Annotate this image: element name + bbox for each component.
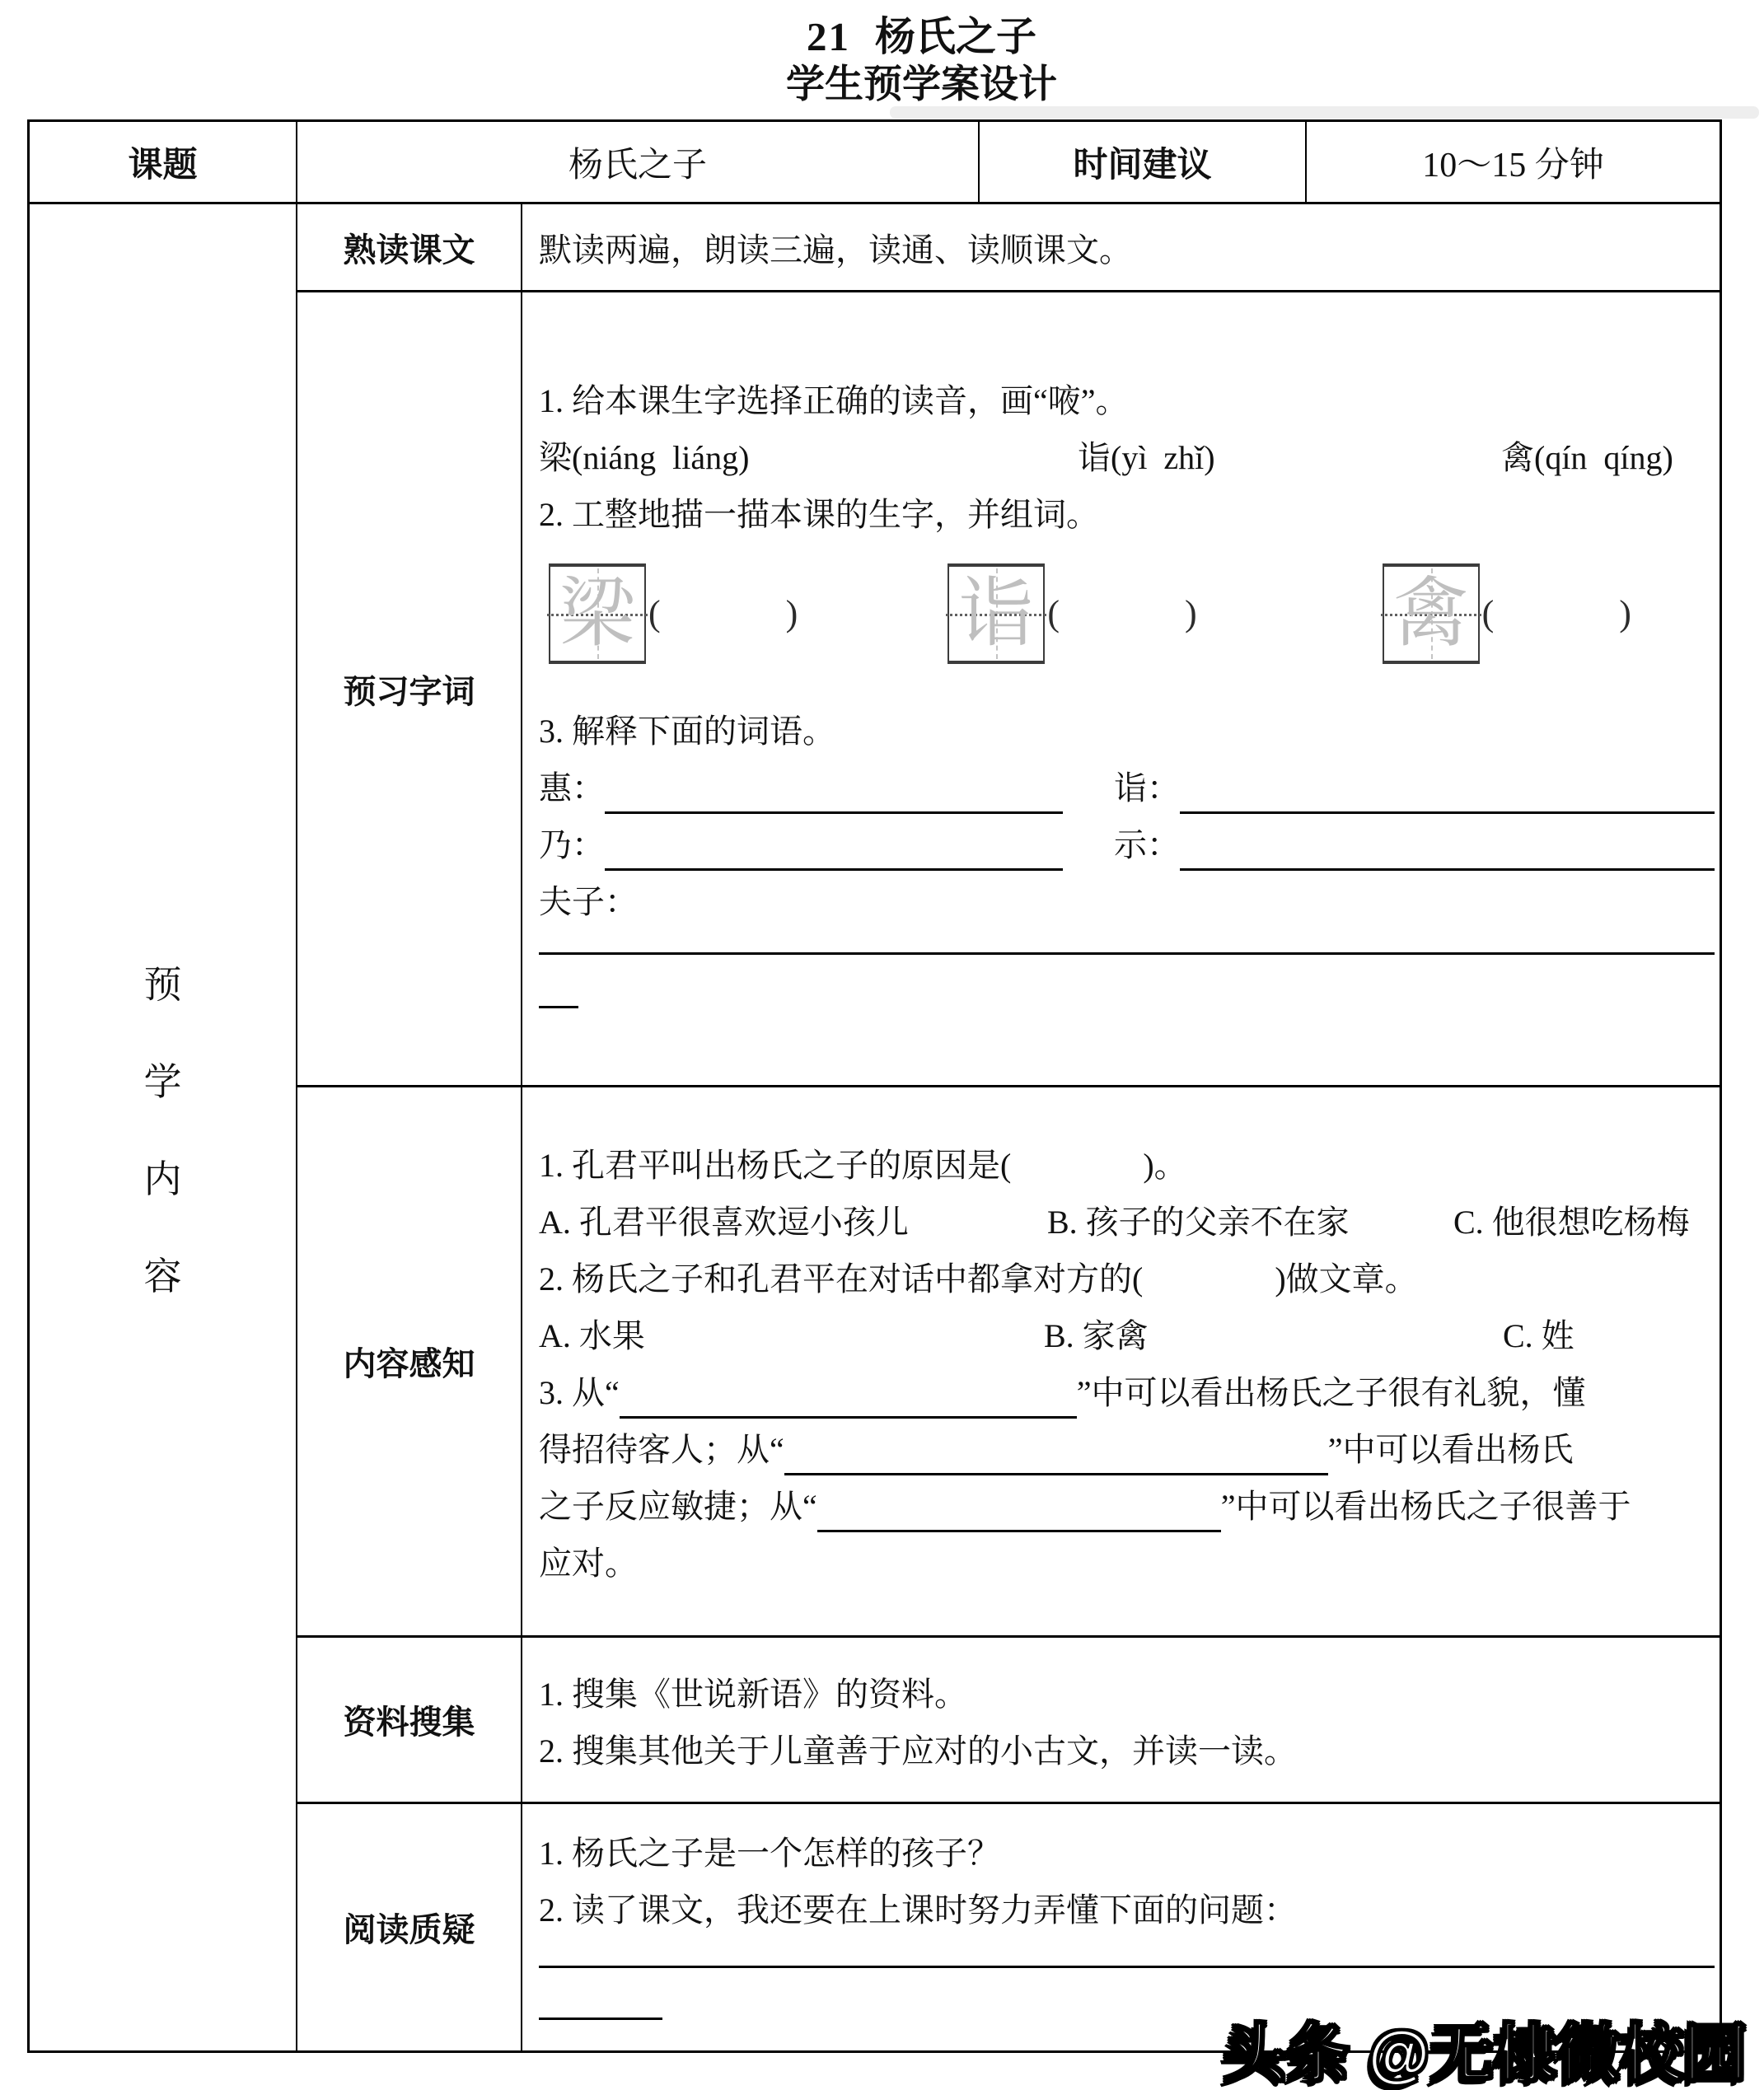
text-line: 1. 搜集《世说新语》的资料。 xyxy=(539,1675,967,1713)
trace-group xyxy=(1383,563,1631,664)
section-label-read: 熟读课文 xyxy=(297,204,522,292)
trace-group xyxy=(948,563,1196,664)
paren-open: ( xyxy=(1481,593,1495,634)
text-line: 3. 解释下面的词语。 xyxy=(539,712,835,750)
answer-blank xyxy=(539,952,1715,955)
answer-blank xyxy=(1180,833,1715,871)
topic-label: 课题 xyxy=(30,122,297,202)
trace-char: 梁 xyxy=(559,571,635,656)
paren-close: ) xyxy=(1184,593,1197,634)
worksheet-table xyxy=(27,119,1722,2053)
section-content-words xyxy=(522,292,1720,1087)
scan-artifact xyxy=(890,106,1759,119)
choice-option: A. 孔君平很喜欢逗小孩儿 xyxy=(539,1203,909,1241)
topic-value: 杨氏之子 xyxy=(297,122,980,202)
word-label: 乃： xyxy=(539,825,605,863)
trace-box xyxy=(1383,563,1480,664)
fill-line: 3. 从“ ”中可以看出杨氏之子很有礼貌，懂 xyxy=(539,1362,1715,1419)
choice-option: B. 家禽 xyxy=(1044,1316,1149,1354)
vertical-char: 容 xyxy=(143,1254,182,1297)
sidebar-vertical-label xyxy=(30,204,297,2050)
section-label-words: 预习字词 xyxy=(297,292,522,1087)
paren-open: ( xyxy=(1047,593,1060,634)
text-line: 1. 杨氏之子是一个怎样的孩子？ xyxy=(539,1835,1000,1872)
word-label: 示： xyxy=(1114,825,1180,863)
pinyin-option: 梁(niáng liáng) xyxy=(539,438,750,476)
section-content-research xyxy=(522,1638,1720,1804)
text-line: 2. 搜集其他关于儿童善于应对的小古文，并读一读。 xyxy=(539,1732,1297,1770)
word-label: 惠： xyxy=(539,769,605,807)
answer-blank xyxy=(539,1006,578,1008)
text-line: 1. 孔君平叫出杨氏之子的原因是( )。 xyxy=(539,1146,1187,1184)
text-line: 应对。 xyxy=(539,1544,638,1582)
text-line: 2. 工整地描一描本课的生字，并组词。 xyxy=(539,495,1099,533)
word-label: 诣： xyxy=(1114,769,1180,807)
pinyin-options-line xyxy=(539,427,1715,484)
trace-char: 诣 xyxy=(958,571,1035,656)
answer-blank xyxy=(605,833,1063,871)
answer-blank xyxy=(620,1381,1077,1419)
section-content-read xyxy=(522,204,1720,292)
choice-line xyxy=(539,1305,1715,1362)
vertical-char: 内 xyxy=(143,1157,182,1200)
choice-line xyxy=(539,1191,1715,1248)
fill-line: 得招待客人；从“ ”中可以看出杨氏 xyxy=(539,1419,1715,1475)
trace-boxes-row xyxy=(539,563,1715,664)
answer-blank xyxy=(784,1438,1328,1475)
paren-close: ) xyxy=(785,593,798,634)
watermark-text: 头条 @无棣微校园 xyxy=(1223,2019,1748,2089)
answer-blank xyxy=(605,776,1063,814)
answer-blank xyxy=(817,1494,1221,1532)
explain-line xyxy=(539,757,1715,814)
table-body xyxy=(30,204,1720,2050)
paren-open: ( xyxy=(648,593,661,634)
page-subtitle: 学生预学案设计 xyxy=(786,62,1057,105)
time-suggestion-label: 时间建议 xyxy=(980,122,1307,202)
choice-option: C. 他很想吃杨梅 xyxy=(1453,1203,1690,1241)
pinyin-option: 禽(qín qíng) xyxy=(1501,438,1673,476)
answer-blank xyxy=(539,2018,662,2020)
table-header-row xyxy=(30,122,1720,204)
word-label: 夫子： xyxy=(539,882,638,920)
vertical-char: 预 xyxy=(143,962,182,1006)
fill-line: 之子反应敏捷；从“ ”中可以看出杨氏之子很善于 xyxy=(539,1475,1715,1532)
answer-blank xyxy=(539,1966,1715,1968)
paren-close: ) xyxy=(1619,593,1631,634)
lesson-number: 21 xyxy=(806,14,850,59)
pinyin-option: 诣(yì zhǐ) xyxy=(1078,438,1215,476)
time-suggestion-value: 10～15 分钟 xyxy=(1422,146,1604,185)
text-line: 1. 给本课生字选择正确的读音，画“㖡”。 xyxy=(539,381,1129,419)
choice-option: B. 孩子的父亲不在家 xyxy=(1047,1203,1350,1241)
trace-box xyxy=(948,563,1045,664)
section-label-research: 资料搜集 xyxy=(297,1638,522,1804)
trace-box xyxy=(549,563,646,664)
section-label-comprehension: 内容感知 xyxy=(297,1087,522,1638)
text-line: 默读两遍，朗读三遍，读通、读顺课文。 xyxy=(539,231,1132,269)
lesson-title: 杨氏之子 xyxy=(874,15,1036,59)
page-title xyxy=(0,13,1764,61)
choice-option: C. 姓 xyxy=(1503,1316,1574,1354)
text-line: 2. 杨氏之子和孔君平在对话中都拿对方的( )做文章。 xyxy=(539,1260,1418,1297)
trace-group xyxy=(549,563,798,664)
trace-char: 禽 xyxy=(1392,571,1469,656)
explain-line xyxy=(539,871,1715,928)
text-line: 2. 读了课文，我还要在上课时努力弄懂下面的问题： xyxy=(539,1891,1297,1929)
section-content-comprehension xyxy=(522,1087,1720,1638)
vertical-char: 学 xyxy=(143,1059,182,1103)
section-label-questions: 阅读质疑 xyxy=(297,1804,522,2050)
explain-line xyxy=(539,814,1715,871)
choice-option: A. 水果 xyxy=(539,1316,645,1354)
answer-blank xyxy=(1180,776,1715,814)
